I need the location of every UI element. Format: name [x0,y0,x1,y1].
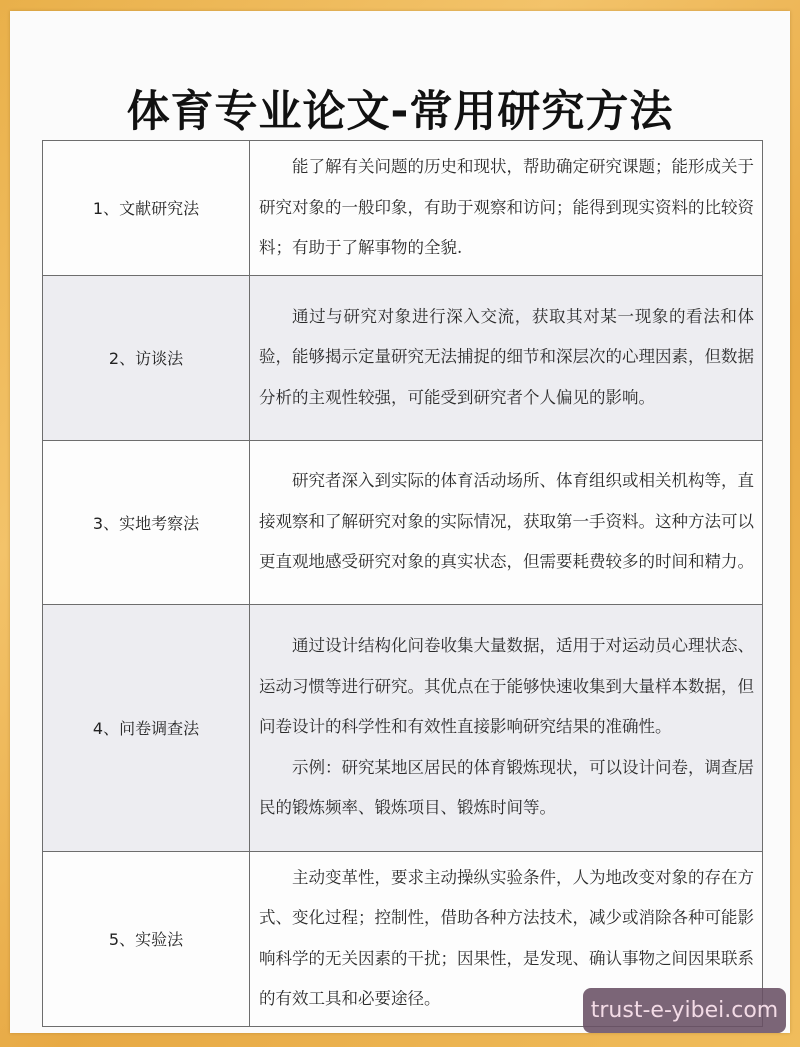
method-description [250,440,763,604]
method-description [250,275,763,440]
description-example: 示例：研究某地区居民的体育锻炼现状，可以设计问卷，调查居民的锻炼频率、锻炼项目、锻炼时间等。 [259,757,754,818]
method-name: 4、问卷调查法 [43,604,250,851]
description-paragraph: 研究者深入到实际的体育活动场所、体育组织或相关机构等，直接观察和了解研究对象的实际情况，获取第一手资料。这种方法可以更直观地感受研究对象的真实状态，但需要耗费较多的时间和精力。 [259,471,754,572]
method-name: 1、文献研究法 [43,141,250,276]
description-paragraph: 通过与研究对象进行深入交流，获取其对某一现象的看法和体验，能够揭示定量研究无法捕捉的细节和深层次的心理因素，但数据分析的主观性较强，可能受到研究者个人偏见的影响。 [259,306,754,407]
watermark-badge: trust-e-yibei.com [583,988,786,1033]
method-description [250,604,763,851]
description-paragraph: 能了解有关问题的历史和现状，帮助确定研究课题；能形成关于研究对象的一般印象，有助于观察和访问；能得到现实资料的比较资料；有助于了解事物的全貌. [259,157,754,257]
method-name: 3、实地考察法 [43,440,250,604]
table-row-field-study [43,440,763,604]
method-description [250,141,763,276]
table-row-questionnaire [43,604,763,851]
table-row-interview [43,275,763,440]
research-methods-table [42,140,763,1027]
description-paragraph: 主动变革性，要求主动操纵实验条件，人为地改变对象的存在方式、变化过程；控制性，借助各种方法技术，减少或消除各种可能影响科学的无关因素的干扰；因果性，是发现、确认事物之间因果联系的有效工具和必要途径。 [259,867,754,1008]
table-row-literature [43,141,763,276]
page-title: 体育专业论文-常用研究方法 [126,87,674,137]
description-paragraph: 通过设计结构化问卷收集大量数据，适用于对运动员心理状态、运动习惯等进行研究。其优点在于能够快速收集到大量样本数据，但问卷设计的科学性和有效性直接影响研究结果的准确性。 [259,636,754,737]
method-name: 2、访谈法 [43,275,250,440]
method-name: 5、实验法 [43,851,250,1026]
